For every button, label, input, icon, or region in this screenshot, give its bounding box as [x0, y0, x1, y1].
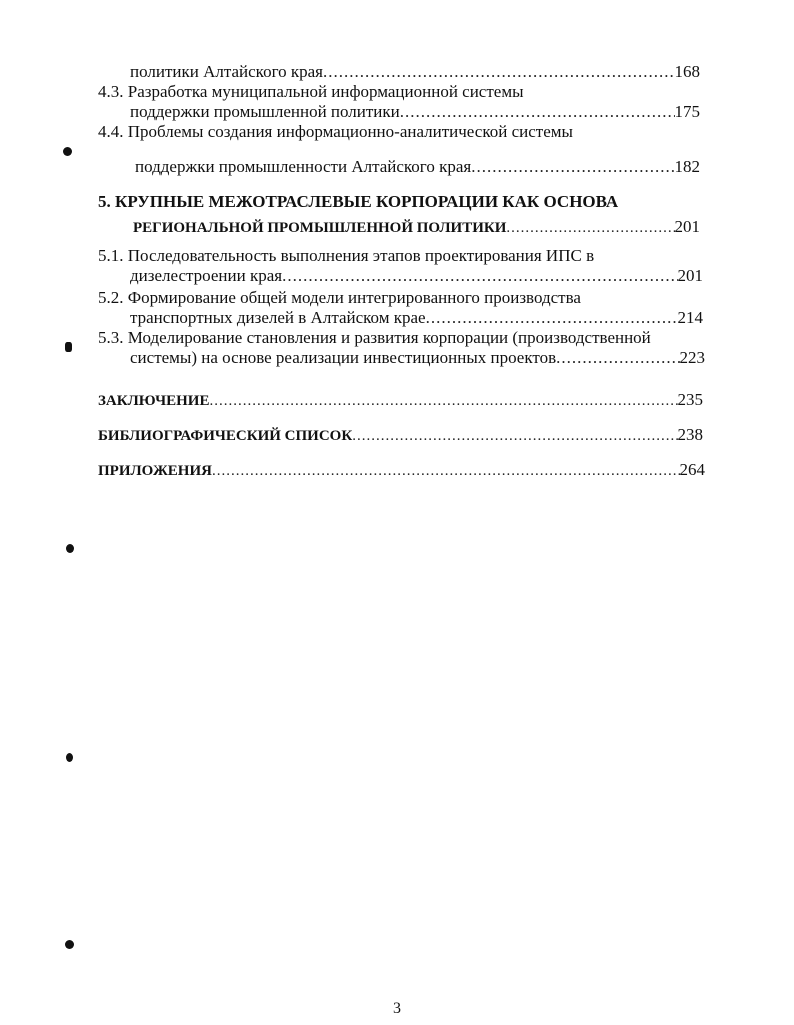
toc-entry-text: БИБЛИОГРАФИЧЕСКИЙ СПИСОК — [98, 428, 353, 444]
page-number: 3 — [393, 1000, 401, 1017]
toc-page-number: 238 — [677, 425, 703, 444]
toc-bibliography — [98, 425, 703, 446]
toc-appendices — [98, 460, 705, 481]
binder-hole-mark — [65, 940, 74, 949]
binder-hole-mark — [66, 544, 74, 553]
toc-chapter-5 — [133, 217, 700, 238]
toc-entry-text: ПРИЛОЖЕНИЯ — [98, 463, 212, 479]
toc-page-number: 201 — [677, 266, 703, 285]
toc-conclusion — [98, 390, 703, 411]
toc-entry-5-3 — [130, 348, 705, 368]
toc-entry-4-2-cont — [130, 62, 700, 82]
toc-entry-text: системы) на основе реализации инвестиционных проектов — [130, 348, 557, 367]
toc-entry-4-4-title: 4.4. Проблемы создания информационно-аналитической системы — [98, 122, 573, 141]
toc-entry-5-2-title: 5.2. Формирование общей модели интегрированного производства — [98, 288, 581, 307]
toc-page-number: 235 — [677, 390, 703, 409]
toc-page-number: 214 — [677, 308, 703, 327]
toc-leader-dots — [282, 266, 677, 286]
toc-entry-4-3-title: 4.3. Разработка муниципальной информационной системы — [98, 82, 524, 101]
toc-leader-dots — [352, 426, 677, 446]
toc-leader-dots — [426, 308, 678, 328]
toc-entry-5-1 — [130, 266, 703, 286]
toc-leader-dots — [212, 461, 680, 481]
toc-entry-4-3 — [130, 102, 700, 122]
binder-hole-mark — [66, 753, 73, 762]
toc-leader-dots — [400, 102, 675, 122]
toc-entry-text: транспортных дизелей в Алтайском крае — [130, 308, 426, 327]
toc-entry-text: дизелестроении края — [130, 266, 283, 285]
toc-chapter-5-title: 5. КРУПНЫЕ МЕЖОТРАСЛЕВЫЕ КОРПОРАЦИИ КАК ОСНОВА — [98, 192, 619, 211]
toc-entry-text: ЗАКЛЮЧЕНИЕ — [98, 393, 210, 409]
toc-leader-dots — [506, 218, 674, 238]
toc-leader-dots — [323, 62, 675, 82]
toc-entry-5-3-title: 5.3. Моделирование становления и развития корпорации (производственной — [98, 328, 651, 347]
toc-page-number: 201 — [674, 217, 700, 236]
toc-entry-text: поддержки промышленности Алтайского края — [135, 157, 472, 176]
toc-leader-dots — [556, 348, 679, 368]
toc-entry-5-1-title: 5.1. Последовательность выполнения этапов проектирования ИПС в — [98, 246, 595, 265]
binder-hole-mark — [63, 147, 72, 156]
toc-entry-text: поддержки промышленной политики — [130, 102, 400, 121]
binder-hole-mark — [65, 342, 72, 352]
toc-entry-text: политики Алтайского края — [130, 62, 323, 81]
toc-leader-dots — [209, 391, 677, 411]
toc-page-number: 264 — [679, 460, 705, 479]
toc-page-number: 168 — [674, 62, 700, 81]
toc-page-number: 223 — [679, 348, 705, 367]
toc-page-number: 182 — [674, 157, 700, 176]
toc-page-number: 175 — [674, 102, 700, 121]
toc-leader-dots — [471, 157, 674, 177]
toc-entry-4-4 — [135, 157, 700, 177]
toc-entry-5-2 — [130, 308, 703, 328]
toc-entry-text: РЕГИОНАЛЬНОЙ ПРОМЫШЛЕННОЙ ПОЛИТИКИ — [133, 220, 507, 236]
